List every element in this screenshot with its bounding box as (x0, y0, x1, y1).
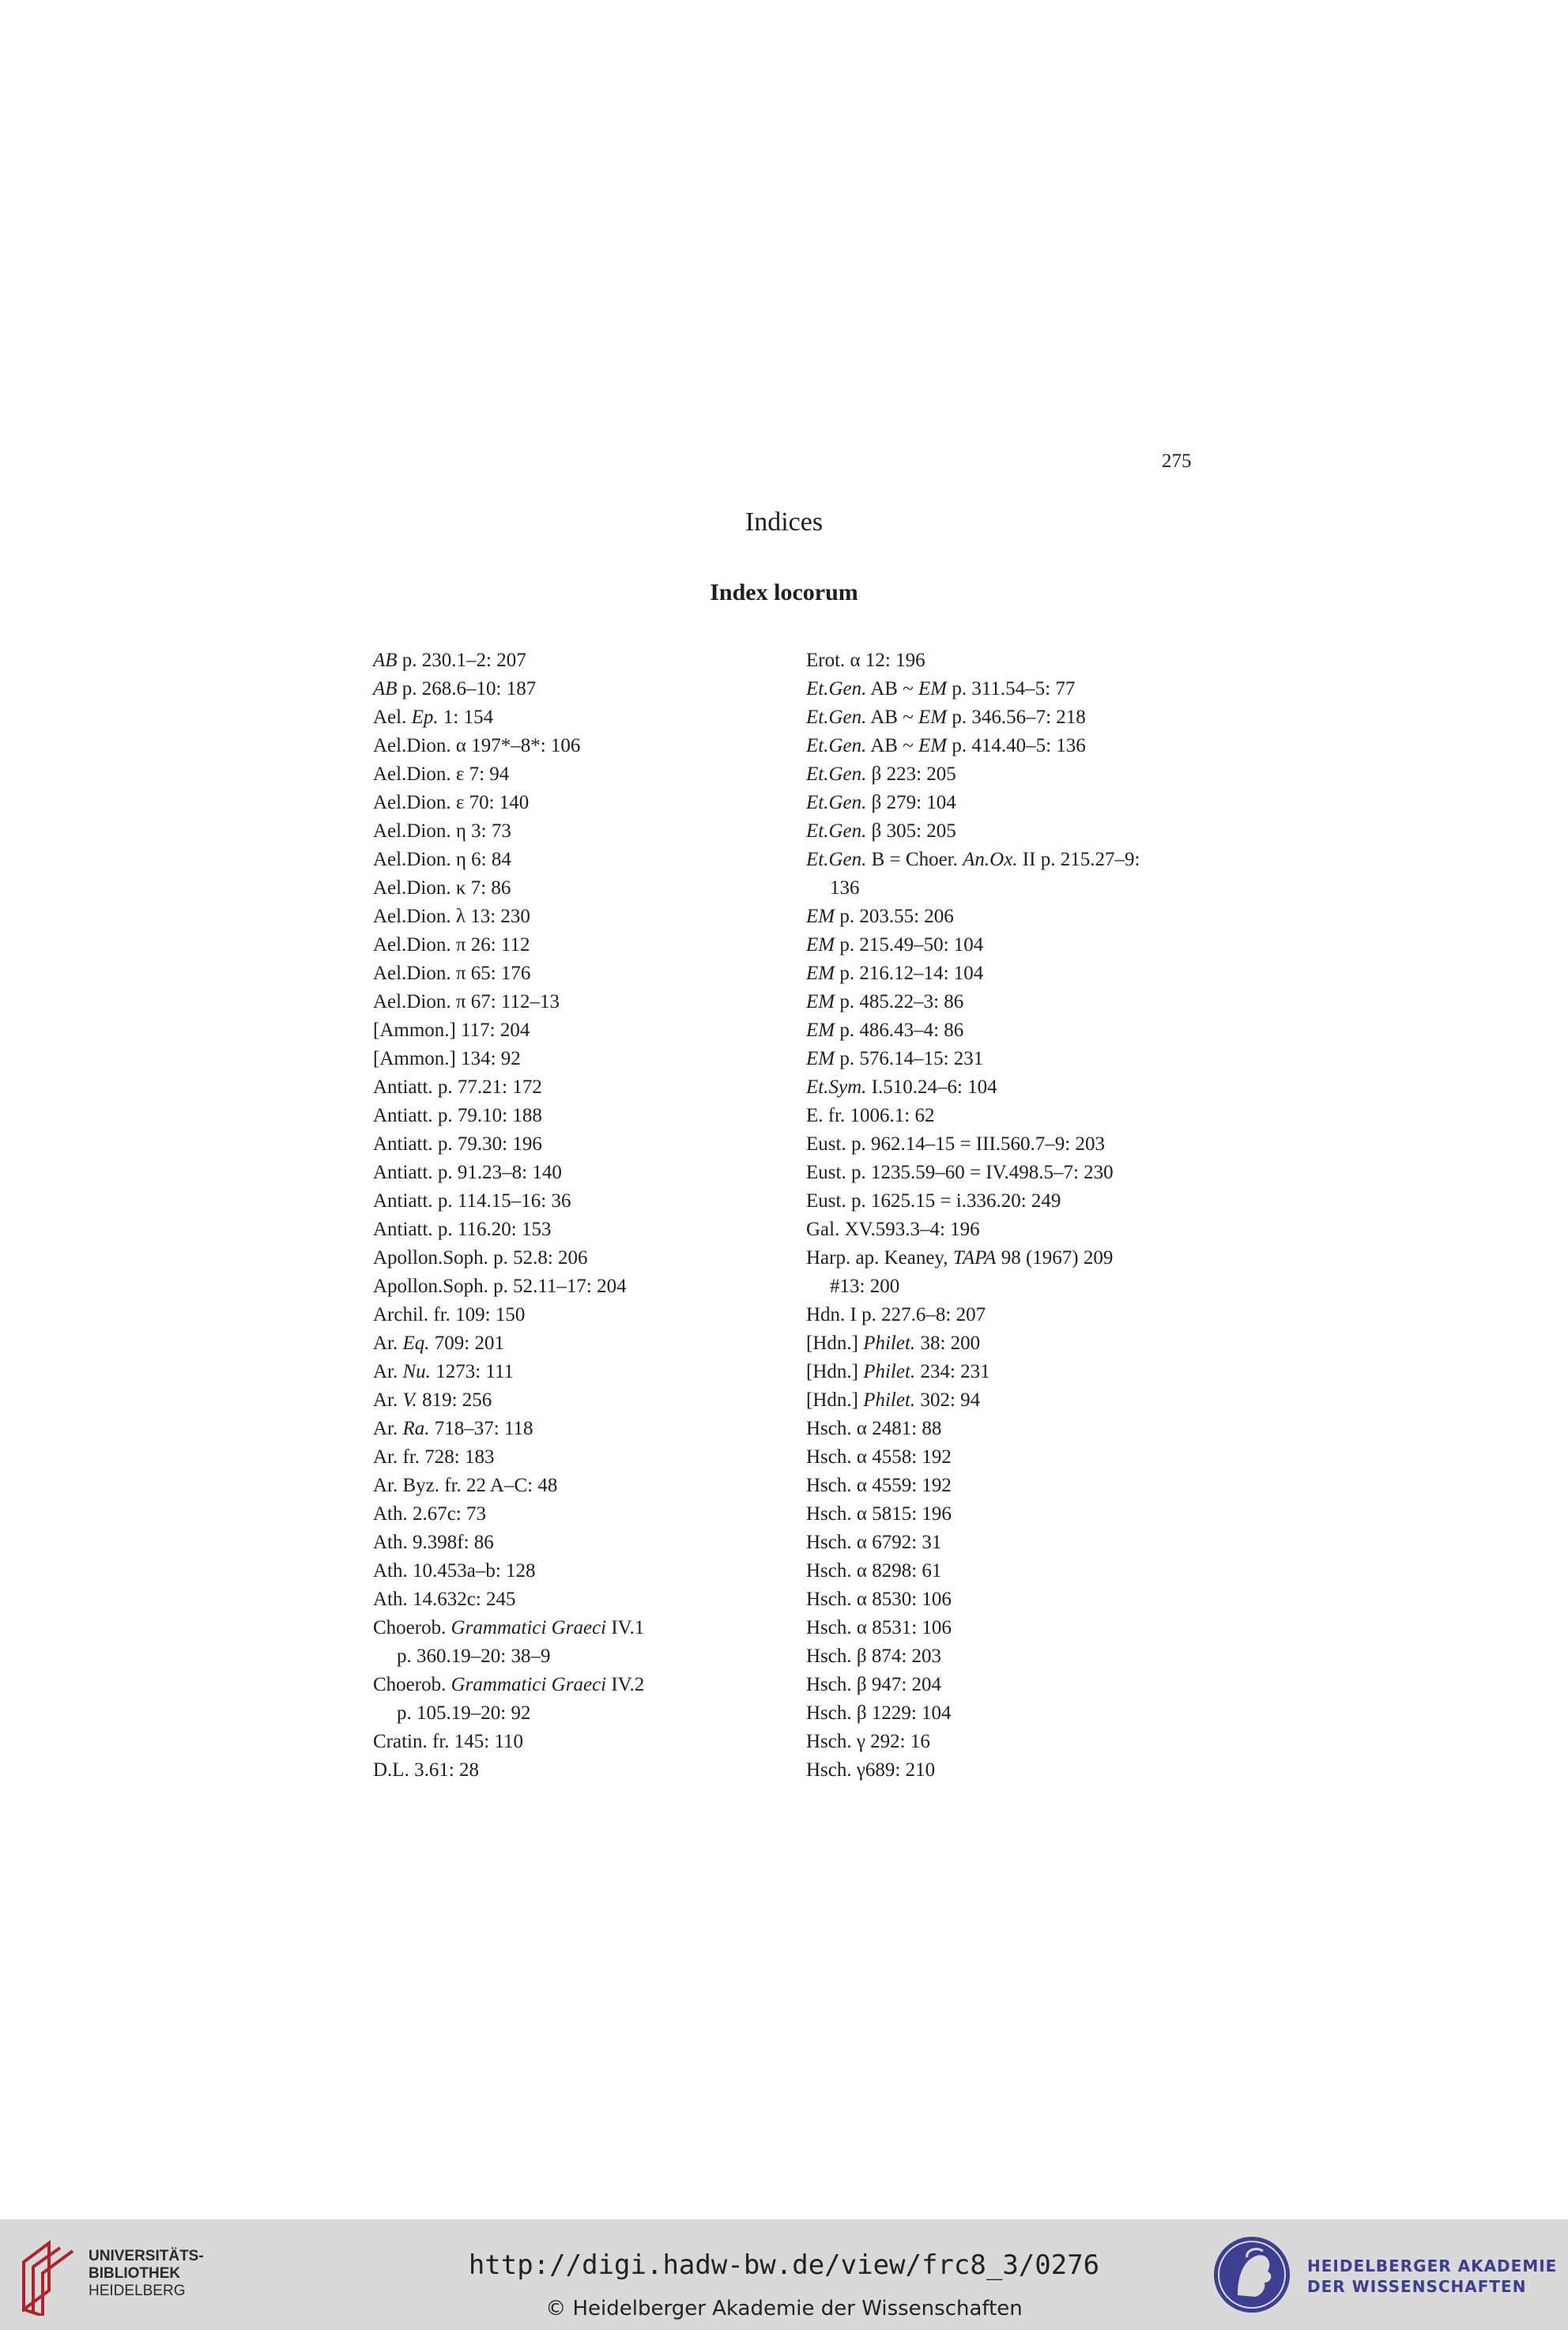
index-entry-segment: EM (806, 991, 835, 1012)
index-entry-segment: Ra. (402, 1418, 430, 1439)
index-entry-segment: TAPA (952, 1247, 997, 1269)
index-entry-segment: AB (373, 678, 398, 699)
index-entry-segment: Et.Gen. (806, 763, 867, 785)
index-entry-segment: Choerob. (373, 1617, 451, 1638)
index-entry-segment: Ael.Dion. κ 7: 86 (373, 877, 511, 899)
index-entry-segment: Et.Gen. (806, 678, 867, 699)
index-entry-segment: Hsch. γ 292: 16 (806, 1731, 930, 1752)
index-entry (806, 874, 1217, 903)
index-entry-segment: Ath. 9.398f: 86 (373, 1532, 494, 1553)
index-entry-segment: Ar. (373, 1389, 403, 1411)
index-entry-segment: Hsch. β 1229: 104 (806, 1702, 952, 1724)
page-title: Indices (744, 507, 824, 537)
index-entry (373, 1557, 752, 1585)
index-entry-segment: Antiatt. p. 91.23–8: 140 (373, 1162, 562, 1183)
index-entry-segment: EM (806, 1020, 835, 1041)
index-entry-segment: IV.2 (606, 1674, 645, 1695)
academy-logo-text (1307, 2256, 1557, 2297)
index-entry (373, 1358, 752, 1386)
index-entry-segment: Ael. (373, 707, 412, 728)
index-column-right (806, 647, 1217, 1785)
index-entry (806, 1585, 1217, 1614)
index-entry-segment: D.L. 3.61: 28 (373, 1759, 480, 1781)
index-entry-segment: p. 268.6–10: 187 (397, 678, 537, 699)
index-entry (373, 1443, 752, 1472)
logo-line: HEIDELBERG (89, 2283, 186, 2299)
index-entry-segment: II p. 215.27–9: (1017, 849, 1140, 870)
index-entry-segment: Et.Gen. (806, 849, 867, 870)
index-entry (373, 1102, 752, 1130)
index-entry-segment: IV.1 (606, 1617, 645, 1638)
index-entry (806, 1671, 1217, 1699)
index-entry (373, 988, 752, 1016)
index-entry-segment: Apollon.Soph. p. 52.8: 206 (373, 1247, 588, 1269)
index-entry (373, 1272, 752, 1301)
index-entry (806, 903, 1217, 931)
document-url-link[interactable]: http://digi.hadw-bw.de/view/frc8_3/0276 (468, 2249, 1100, 2281)
index-entry-segment: p. 203.55: 206 (835, 906, 954, 927)
index-entry-segment: Hsch. α 8531: 106 (806, 1617, 952, 1638)
index-entry-segment: Archil. fr. 109: 150 (373, 1304, 526, 1325)
index-entry (806, 1187, 1217, 1216)
index-entry (806, 1301, 1217, 1329)
index-entry (806, 1073, 1217, 1102)
index-entry (806, 1102, 1217, 1130)
index-entry-segment: Hsch. α 8298: 61 (806, 1560, 942, 1582)
index-entry (373, 1756, 752, 1785)
logo-line: BIBLIOTHEK (89, 2265, 181, 2282)
index-entry (806, 732, 1217, 760)
logo-line: DER WISSENSCHAFTEN (1307, 2277, 1527, 2296)
index-entry-segment: Eust. p. 962.14–15 = III.560.7–9: 203 (806, 1133, 1105, 1155)
index-entry-segment: Ar. (373, 1361, 403, 1382)
index-entry-segment: Hsch. α 4559: 192 (806, 1475, 952, 1496)
copyright-notice: © Heidelberger Akademie der Wissenschaften (545, 2297, 1023, 2321)
index-entry (806, 1415, 1217, 1443)
index-entry (373, 1642, 752, 1671)
index-entry (806, 1642, 1217, 1671)
index-entry-segment: Philet. (863, 1389, 916, 1411)
index-entry (373, 760, 752, 789)
index-entry-segment: 709: 201 (429, 1333, 504, 1354)
index-entry (373, 1614, 752, 1642)
index-entry-segment: Gal. XV.593.3–4: 196 (806, 1219, 980, 1240)
index-entry-segment: p. 360.19–20: 38–9 (397, 1646, 551, 1667)
index-column-left (373, 647, 752, 1785)
index-entry (373, 1244, 752, 1272)
logo-line: UNIVERSITÄTS- (89, 2248, 204, 2264)
index-entry-segment: Ael.Dion. λ 13: 230 (373, 906, 530, 927)
index-entry-segment: Ath. 2.67c: 73 (373, 1503, 487, 1525)
index-entry-segment: Et.Gen. (806, 707, 867, 728)
index-entry-segment: Ael.Dion. α 197*–8*: 106 (373, 735, 581, 756)
index-entry (806, 1443, 1217, 1472)
index-entry-segment: Hsch. α 8530: 106 (806, 1589, 952, 1610)
index-entry (806, 1244, 1217, 1272)
index-entry (373, 732, 752, 760)
index-entry-segment: Hsch. γ689: 210 (806, 1759, 936, 1781)
index-entry (806, 846, 1217, 874)
index-entry-segment: Hdn. I p. 227.6–8: 207 (806, 1304, 986, 1325)
index-entry (806, 931, 1217, 960)
index-entry-segment: Apollon.Soph. p. 52.11–17: 204 (373, 1276, 627, 1297)
index-entry (373, 1130, 752, 1159)
index-entry-segment: p. 216.12–14: 104 (835, 963, 984, 984)
index-entry-segment: Antiatt. p. 77.21: 172 (373, 1076, 542, 1098)
index-entry (806, 1016, 1217, 1045)
index-entry (373, 1187, 752, 1216)
index-entry-segment: Hsch. β 947: 204 (806, 1674, 942, 1695)
index-entry-segment: Ar. fr. 728: 183 (373, 1446, 495, 1468)
index-entry (806, 817, 1217, 846)
index-entry-segment: 718–37: 118 (429, 1418, 533, 1439)
index-entry-segment: EM (918, 735, 948, 756)
index-entry-segment: Et.Gen. (806, 820, 867, 842)
index-entry-segment: EM (806, 963, 835, 984)
index-entry-segment: Antiatt. p. 114.15–16: 36 (373, 1190, 571, 1212)
index-entry (373, 1073, 752, 1102)
index-entry-segment: Hsch. α 6792: 31 (806, 1532, 942, 1553)
index-entry-segment: Hsch. α 4558: 192 (806, 1446, 952, 1468)
index-entry-segment: Nu. (402, 1361, 431, 1382)
index-entry-segment: Philet. (863, 1361, 916, 1382)
index-entry (373, 817, 752, 846)
index-entry (806, 1130, 1217, 1159)
index-entry-segment: [Hdn.] (806, 1389, 864, 1411)
index-entry (806, 1699, 1217, 1728)
index-entry-segment: #13: 200 (830, 1276, 900, 1297)
index-entry-segment: Et.Gen. (806, 735, 867, 756)
page-number: 275 (1162, 451, 1192, 472)
index-entry (806, 1329, 1217, 1358)
index-entry (806, 789, 1217, 817)
index-entry (806, 1728, 1217, 1756)
index-entry-segment: Philet. (863, 1333, 916, 1354)
index-entry (373, 703, 752, 732)
index-entry (373, 1301, 752, 1329)
index-entry-segment: Ael.Dion. π 65: 176 (373, 963, 531, 984)
index-entry-segment: E. fr. 1006.1: 62 (806, 1105, 935, 1126)
index-entry-segment: Ar. (373, 1333, 403, 1354)
index-entry-segment: 819: 256 (416, 1389, 492, 1411)
index-entry-segment: p. 486.43–4: 86 (835, 1020, 964, 1041)
index-entry (806, 1557, 1217, 1585)
index-entry (373, 960, 752, 988)
index-entry (806, 1045, 1217, 1073)
index-entry-segment: 302: 94 (915, 1389, 981, 1411)
index-entry (806, 703, 1217, 732)
index-entry-segment: Choerob. (373, 1674, 451, 1695)
index-entry-segment: Ar. (373, 1418, 403, 1439)
index-entry-segment: Hsch. α 2481: 88 (806, 1418, 942, 1439)
index-entry (373, 1671, 752, 1699)
index-entry (806, 760, 1217, 789)
index-entry-segment: p. 346.56–7: 218 (947, 707, 1086, 728)
index-entry (806, 960, 1217, 988)
index-entry-segment: EM (918, 678, 948, 699)
index-entry-segment: Ael.Dion. ε 7: 94 (373, 763, 510, 785)
index-entry (373, 1500, 752, 1529)
index-entry-segment: 136 (830, 877, 860, 899)
index-entry (806, 1472, 1217, 1500)
index-entry-segment: p. 485.22–3: 86 (835, 991, 964, 1012)
index-entry-segment: AB ~ (866, 735, 918, 756)
index-entry (806, 647, 1217, 675)
athena-medallion-icon (1211, 2234, 1293, 2316)
index-entry-segment: Ath. 14.632c: 245 (373, 1589, 516, 1610)
index-entry (373, 789, 752, 817)
index-entry-segment: I.510.24–6: 104 (866, 1076, 997, 1098)
index-entry-segment: Antiatt. p. 116.20: 153 (373, 1219, 552, 1240)
index-entry-segment: Grammatici Graeci (450, 1617, 607, 1638)
index-entry-segment: 1273: 111 (430, 1361, 514, 1382)
index-entry (373, 1585, 752, 1614)
index-entry-segment: Antiatt. p. 79.30: 196 (373, 1133, 542, 1155)
index-entry-segment: EM (806, 906, 835, 927)
index-entry (373, 1728, 752, 1756)
index-entry (806, 1159, 1217, 1187)
index-entry-segment: Ep. (411, 707, 439, 728)
index-entry-segment: Et.Sym. (806, 1076, 867, 1098)
footer-bar (0, 2219, 1568, 2330)
index-entry-segment: β 279: 104 (866, 792, 956, 813)
index-entry-segment: p. 105.19–20: 92 (397, 1702, 531, 1724)
index-entry (373, 1045, 752, 1073)
index-entry-segment: Eq. (402, 1333, 430, 1354)
index-entry (806, 1216, 1217, 1244)
index-entry-segment: V. (402, 1389, 417, 1411)
index-entry-segment: EM (918, 707, 948, 728)
index-entry-segment: Cratin. fr. 145: 110 (373, 1731, 524, 1752)
index-entry-segment: EM (806, 1048, 835, 1069)
index-entry-segment: AB (373, 650, 398, 671)
index-entry-segment: Harp. ap. Keaney, (806, 1247, 953, 1269)
index-entry-segment: Ael.Dion. π 67: 112–13 (373, 991, 560, 1012)
index-entry-segment: 234: 231 (915, 1361, 990, 1382)
index-entry-segment: Ael.Dion. η 6: 84 (373, 849, 511, 870)
index-entry (373, 1529, 752, 1557)
index-entry-segment: β 223: 205 (866, 763, 956, 785)
index-entry (373, 846, 752, 874)
index-entry-segment: Ath. 10.453a–b: 128 (373, 1560, 536, 1582)
index-entry-segment: Eust. p. 1625.15 = i.336.20: 249 (806, 1190, 1061, 1212)
index-entry (806, 1500, 1217, 1529)
index-entry-segment: AB ~ (866, 678, 918, 699)
index-entry (806, 1614, 1217, 1642)
index-entry (373, 1329, 752, 1358)
index-entry (373, 1016, 752, 1045)
index-entry (806, 988, 1217, 1016)
index-entry-segment: Ael.Dion. ε 70: 140 (373, 792, 530, 813)
index-entry (806, 1756, 1217, 1785)
index-entry (373, 1699, 752, 1728)
index-entry-segment: [Ammon.] 134: 92 (373, 1048, 521, 1069)
index-entry-segment: EM (806, 934, 835, 956)
index-entry-segment: An.Ox. (963, 849, 1018, 870)
section-title: Index locorum (710, 579, 858, 605)
logo-line: HEIDELBERGER AKADEMIE (1307, 2256, 1558, 2275)
index-entry-segment: Hsch. β 874: 203 (806, 1646, 942, 1667)
index-entry-segment: 98 (1967) 209 (996, 1247, 1114, 1269)
index-entry-segment: p. 311.54–5: 77 (947, 678, 1076, 699)
index-entry-segment: AB ~ (866, 707, 918, 728)
index-entry-segment: B = Choer. (866, 849, 963, 870)
index-entry-segment: p. 414.40–5: 136 (947, 735, 1086, 756)
index-entry (806, 675, 1217, 703)
index-entry (806, 1272, 1217, 1301)
index-entry-segment: β 305: 205 (866, 820, 956, 842)
index-entry-segment: [Hdn.] (806, 1361, 864, 1382)
index-entry-segment: Ael.Dion. η 3: 73 (373, 820, 511, 842)
index-entry (373, 647, 752, 675)
index-entry-segment: Et.Gen. (806, 792, 867, 813)
index-entry-segment: 1: 154 (438, 707, 494, 728)
index-entry (373, 1386, 752, 1415)
index-entry-segment: [Hdn.] (806, 1333, 864, 1354)
index-entry-segment: Ael.Dion. π 26: 112 (373, 934, 530, 956)
index-entry-segment: p. 230.1–2: 207 (397, 650, 526, 671)
index-entry (373, 903, 752, 931)
index-entry (806, 1386, 1217, 1415)
index-entry (373, 675, 752, 703)
index-entry-segment: Ar. Byz. fr. 22 A–C: 48 (373, 1475, 558, 1496)
index-entry-segment: p. 576.14–15: 231 (835, 1048, 984, 1069)
index-entry-segment: Antiatt. p. 79.10: 188 (373, 1105, 542, 1126)
index-entry (373, 1415, 752, 1443)
index-entry (806, 1358, 1217, 1386)
index-entry (373, 931, 752, 960)
index-entry-segment: p. 215.49–50: 104 (835, 934, 984, 956)
index-entry (373, 874, 752, 903)
index-entry (806, 1529, 1217, 1557)
index-entry-segment: [Ammon.] 117: 204 (373, 1020, 530, 1041)
index-entry-segment: Erot. α 12: 196 (806, 650, 925, 671)
index-entry (373, 1472, 752, 1500)
index-entry-segment: Hsch. α 5815: 196 (806, 1503, 952, 1525)
index-entry (373, 1216, 752, 1244)
index-entry-segment: 38: 200 (915, 1333, 981, 1354)
index-entry (373, 1159, 752, 1187)
index-entry-segment: Eust. p. 1235.59–60 = IV.498.5–7: 230 (806, 1162, 1114, 1183)
index-entry-segment: Grammatici Graeci (450, 1674, 607, 1695)
